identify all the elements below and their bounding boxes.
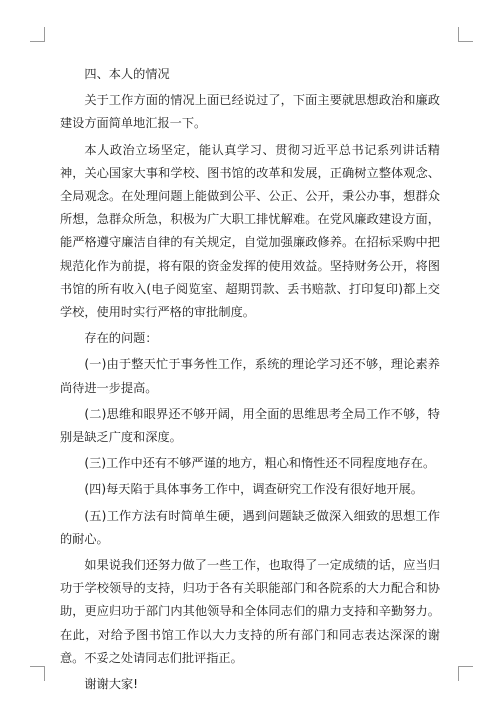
crop-mark-top-left [30, 27, 45, 42]
paragraph-political-stance: 本人政治立场坚定，能认真学习、贯彻习近平总书记系列讲话精神，关心国家大事和学校、图书馆的改革和发展，正确树立整体观念、全局观念。在处理问题上能做到公平、公正、公开，秉公办事，想群众所想，急群众所急，积极为广大职工排忧解难。在党风廉政建设方面，能严格遵守廉洁自律的有关规定，自觉加强廉政修养。在招标采购中把规范化作为前提，将有限的资金发挥的使用效益。坚持财务公开，将图书馆的所有收入(电子阅览室、超期罚款、丢书赔款、打印复印)都上交学校，使用时实行严格的审批制度。 [60, 142, 440, 320]
section-heading: 四、本人的情况 [84, 67, 170, 81]
crop-mark-bottom-right [458, 666, 473, 681]
paragraph-problems-heading: 存在的问题： [84, 331, 158, 346]
paragraph-closing: 谢谢大家! [84, 677, 139, 692]
crop-mark-top-right [458, 27, 473, 42]
paragraph-intro: 关于工作方面的情况上面已经说过了，下面主要就思想政治和廉政建设方面简单地汇报一下。 [60, 93, 440, 131]
paragraph-problem-2: (二)思维和眼界还不够开阔，用全面的思维思考全局工作不够，特别是缺乏广度和深度。 [60, 406, 440, 445]
paragraph-problem-4: (四)每天陷于具体事务工作中，调查研究工作没有很好地开展。 [84, 482, 423, 497]
paragraph-problem-1: (一)由于整天忙于事务性工作，系统的理论学习还不够，理论素养尚待进一步提高。 [60, 357, 440, 395]
paragraph-acknowledgement: 如果说我们还努力做了一些工作，也取得了一定成绩的话，应当归功于学校领导的支持，归功于各有关职能部门和各院系的大力配合和协助，更应归功于部门内其他领导和全体同志们的鼎力支持和辛勤努力。在此，对给予图书馆工作以大力支持的所有部门和同志表达深深的谢意。不妥之处请同志们批评指正。 [60, 558, 440, 665]
crop-mark-bottom-left [30, 666, 45, 681]
paragraph-problem-3: (三)工作中还有不够严谨的地方，粗心和惰性还不同程度地存在。 [84, 456, 436, 471]
document-body [60, 63, 440, 696]
paragraph-problem-5: (五)工作方法有时简单生硬，遇到问题缺乏做深入细致的思想工作的耐心。 [60, 508, 440, 546]
